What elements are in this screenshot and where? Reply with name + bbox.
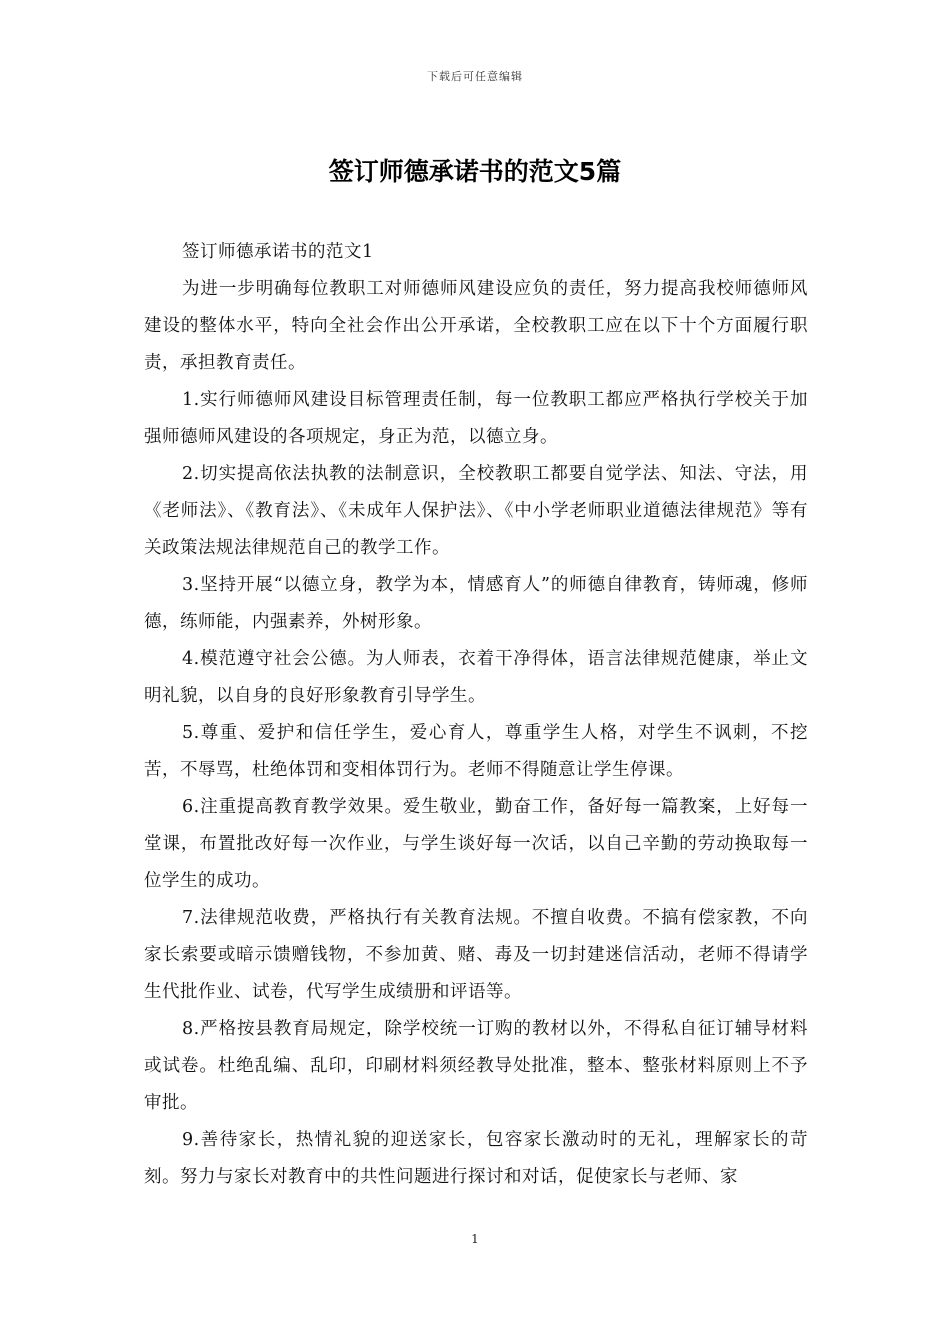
commitment-item-7: 7.法律规范收费，严格执行有关教育法规。不擅自收费。不搞有偿家教，不向家长索要或暗示馈赠钱物，不参加黄、赌、毒及一切封建迷信活动，老师不得请学生代批作业、试卷，代写学生成绩册和评语等。 bbox=[144, 908, 808, 1002]
section-heading: 签订师德承诺书的范文1 bbox=[182, 242, 374, 262]
commitment-item-2: 2.切实提高依法执教的法制意识，全校教职工都要自觉学法、知法、守法，用《老师法》、《教育法》、《未成年人保护法》、《中小学老师职业道德法律规范》等有关政策法规法律规范自己的教学工作。 bbox=[144, 464, 808, 558]
page-number: 1 bbox=[471, 1232, 479, 1246]
commitment-item-9: 9.善待家长，热情礼貌的迎送家长，包容家长激动时的无礼，理解家长的苛刻。努力与家长对教育中的共性问题进行探讨和对话，促使家长与老师、家 bbox=[144, 1130, 808, 1187]
commitment-item-3: 3.坚持开展“以德立身，教学为本，情感育人”的师德自律教育，铸师魂，修师德，练师能，内强素养，外树形象。 bbox=[144, 575, 808, 632]
commitment-item-6: 6.注重提高教育教学效果。爱生敬业，勤奋工作，备好每一篇教案，上好每一堂课，布置批改好每一次作业，与学生谈好每一次话，以自己辛勤的劳动换取每一位学生的成功。 bbox=[144, 797, 808, 891]
document-title: 签订师德承诺书的范文5篇 bbox=[328, 157, 622, 186]
commitment-item-8: 8.严格按县教育局规定，除学校统一订购的教材以外，不得私自征订辅导材料或试卷。杜绝乱编、乱印，印刷材料须经教导处批准，整本、整张材料原则上不予审批。 bbox=[144, 1019, 808, 1113]
page-header-note: 下载后可任意编辑 bbox=[427, 70, 523, 83]
document-body bbox=[144, 234, 808, 1196]
commitment-item-1: 1.实行师德师风建设目标管理责任制，每一位教职工都应严格执行学校关于加强师德师风建设的各项规定，身正为范，以德立身。 bbox=[144, 390, 808, 447]
intro-paragraph: 为进一步明确每位教职工对师德师风建设应负的责任，努力提高我校师德师风建设的整体水平，特向全社会作出公开承诺，全校教职工应在以下十个方面履行职责，承担教育责任。 bbox=[144, 279, 808, 373]
commitment-item-5: 5.尊重、爱护和信任学生，爱心育人，尊重学生人格，对学生不讽刺，不挖苦，不辱骂，杜绝体罚和变相体罚行为。老师不得随意让学生停课。 bbox=[144, 723, 808, 780]
commitment-item-4: 4.模范遵守社会公德。为人师表，衣着干净得体，语言法律规范健康，举止文明礼貌，以自身的良好形象教育引导学生。 bbox=[144, 649, 808, 706]
